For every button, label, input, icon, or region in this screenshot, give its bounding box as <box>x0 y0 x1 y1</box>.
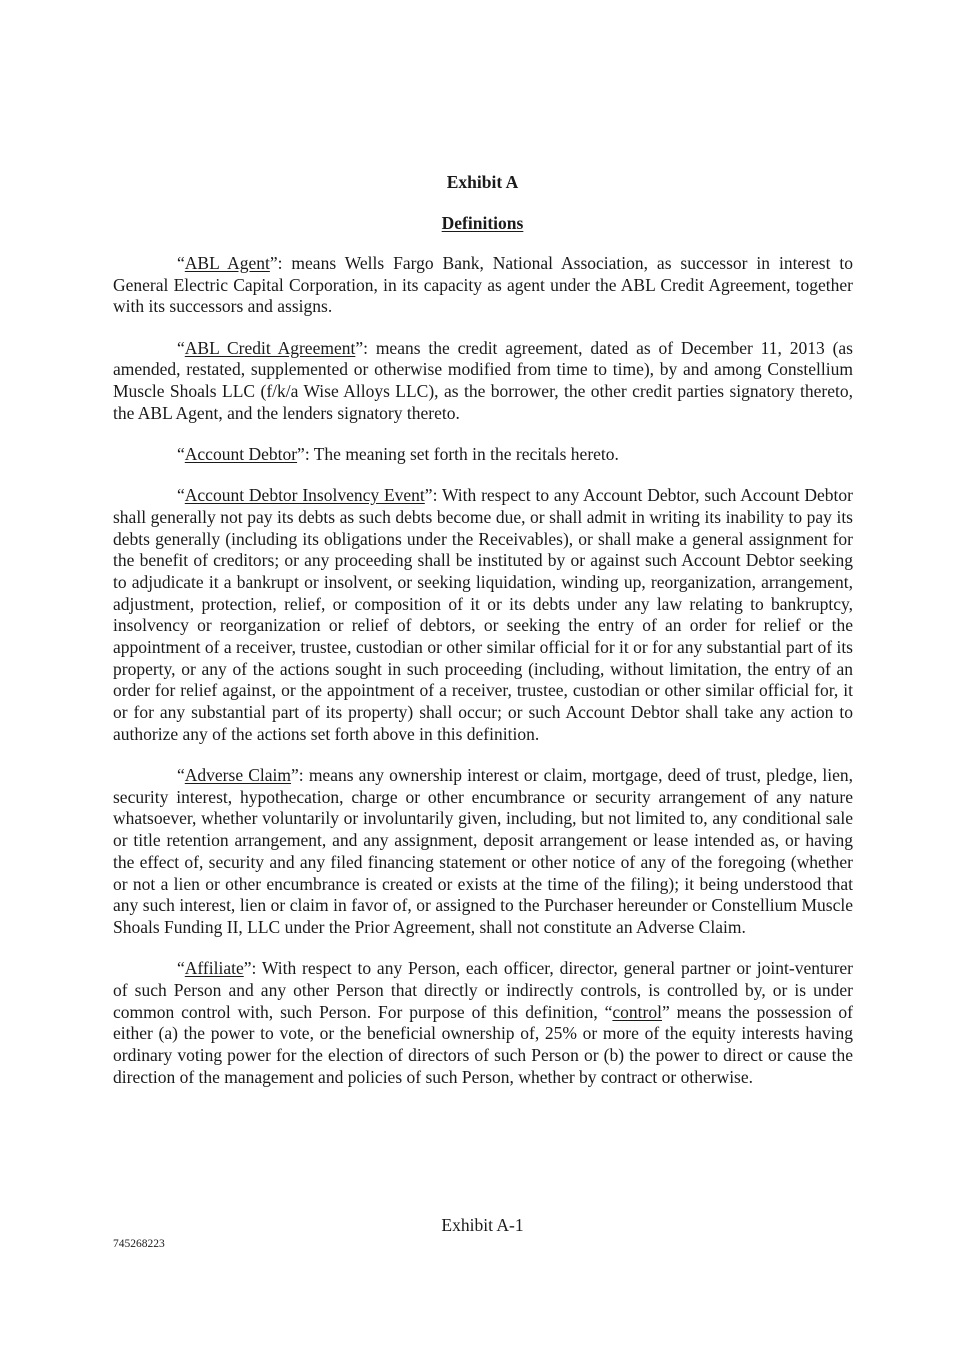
definition-text: ”: With respect to any Person, each officer, director, general partner or joint-venturer of such Person and any other Person that directly or indirectly controls, is controlled by, or is under common control with, such Person. For purpose of this definition, “ <box>113 958 853 1022</box>
definition-account-debtor-insolvency-event: “Account Debtor Insolvency Event”: With respect to any Account Debtor, such Account Debtor shall generally not pay its debts as such debts become due, or shall admit in writing its inability to pay its debts generally (including its obligations under the Receivables), or shall make a general assignment for the benefit of creditors; or any proceeding shall be instituted by or against such Account Debtor seeking to adjudicate it a bankrupt or insolvent, or seeking liquidation, winding up, reorganization, arrangement, adjustment, protection, relief, or composition of it or its debts under any law relating to bankruptcy, insolvency or reorganization or relief of debtors, or seeking the entry of an order for relief or the appointment of a receiver, trustee, custodian or other similar official for it or for any substantial part of its property, or any of the actions sought in such proceeding (including, without limitation, the entry of an order for relief against, or the appointment of a receiver, trustee, custodian or other similar official for, it or for any substantial part of its property) shall occur; or such Account Debtor shall take any action to authorize any of the actions set forth above in this definition. <box>113 485 853 744</box>
definition-text: ”: The meaning set forth in the recitals hereto. <box>297 443 619 464</box>
defined-term: Affiliate <box>184 958 244 979</box>
definition-text: ”: With respect to any Account Debtor, such Account Debtor shall generally not pay its debts as such debts become due, or shall admit in writing its inability to pay its debts generally (including its obligations under the Receivables), or shall make a general assignment for the benefit of creditors; or any proceeding shall be instituted by or against such Account Debtor seeking to adjudicate it a bankrupt or insolvent, or seeking liquidation, winding up, reorganization, arrangement, adjustment, protection, relief, or composition of it or its debts under any law relating to bankruptcy, insolvency or reorganization or relief of debtors, or seeking the entry of an order for relief or the appointment of a receiver, trustee, custodian or other similar official for it or for any substantial part of its property, or any of the actions sought in such proceeding (including, without limitation, the entry of an order for relief against, or the appointment of a receiver, trustee, custodian or other similar official for, it or for any substantial part of its property) shall occur; or such Account Debtor shall take any action to authorize any of the actions set forth above in this definition. <box>113 485 853 744</box>
page-footer-label: Exhibit A-1 <box>441 1215 524 1235</box>
definition-text: ”: means the credit agreement, dated as of December 11, 2013 (as amended, restated, supplemented or otherwise modified from time to time), by and among Constellium Muscle Shoals LLC (f/k/a Wise Alloys LLC), as the borrower, the other credit parties signatory thereto, the ABL Agent, and the lenders signatory thereto. <box>113 337 853 423</box>
definition-affiliate: “Affiliate”: With respect to any Person, each officer, director, general partner or joint-venturer of such Person and any other Person that directly or indirectly controls, is controlled by, or is under common control with, such Person. For purpose of this definition, “control” means the possession of either (a) the power to vote, or the beneficial ownership of, 25% or more of the equity interests having ordinary voting power for the election of directors of such Person or (b) the power to direct or cause the direction of the management and policies of such Person, whether by contract or otherwise. <box>113 958 853 1087</box>
defined-term: ABL Agent <box>184 253 270 273</box>
definition-text: ” means the possession of either (a) the power to vote, or the beneficial ownership of, 25% or more of the equity interests having ordinary voting power for the election of directors of such Person or (b) the power to direct or cause the direction of the management and policies of such Person, whether by contract or otherwise. <box>113 1001 853 1087</box>
defined-term: Adverse Claim <box>184 765 292 786</box>
section-title <box>0 213 965 234</box>
definition-text: ”: means Wells Fargo Bank, National Association, as successor in interest to General Electric Capital Corporation, in its capacity as agent under the ABL Credit Agreement, together with its successors and assigns. <box>113 253 854 317</box>
definition-text: ”: means any ownership interest or claim, mortgage, deed of trust, pledge, lien, security interest, hypothecation, charge or other encumbrance or security arrangement of any nature whatsoever, whether voluntarily or involuntarily given, including, but not limited to, any conditional sale or title retention arrangement, and any assignment, deposit arrangement or lease intended as, or having the effect of, security and any filed financing statement or other notice of any of the foregoing (whether or not a lien or other encumbrance is created or exists at the time of the filing); it being understood that any such interest, lien or claim in favor of, or assigned to the Purchaser hereunder or Constellium Muscle Shoals Funding II, LLC under the Prior Agreement, shall not constitute an Adverse Claim. <box>113 765 853 937</box>
definition-abl-agent: “ABL Agent”: means Wells Fargo Bank, National Association, as successor in interest to General Electric Capital Corporation, in its capacity as agent under the ABL Credit Agreement, together with its successors and assigns. <box>113 253 854 317</box>
document-number: 745268223 <box>113 1238 165 1250</box>
exhibit-title: Exhibit A <box>446 172 519 192</box>
defined-term-control: control <box>612 1001 662 1022</box>
definitions-body <box>113 253 853 1108</box>
defined-term: Account Debtor <box>184 443 298 464</box>
defined-term: Account Debtor Insolvency Event <box>184 485 425 506</box>
defined-term: ABL Credit Agreement <box>184 337 356 358</box>
section-title-text: Definitions <box>441 213 524 233</box>
definition-account-debtor: “Account Debtor”: The meaning set forth in the recitals hereto. <box>177 443 619 464</box>
definition-adverse-claim: “Adverse Claim”: means any ownership interest or claim, mortgage, deed of trust, pledge, lien, security interest, hypothecation, charge or other encumbrance or security arrangement of any nature whatsoever, whether voluntarily or involuntarily given, including, but not limited to, any conditional sale or title retention arrangement, and any assignment, deposit arrangement or lease intended as, or having the effect of, security and any filed financing statement or other notice of any of the foregoing (whether or not a lien or other encumbrance is created or exists at the time of the filing); it being understood that any such interest, lien or claim in favor of, or assigned to the Purchaser hereunder or Constellium Muscle Shoals Funding II, LLC under the Prior Agreement, shall not constitute an Adverse Claim. <box>113 765 853 937</box>
definition-abl-credit-agreement: “ABL Credit Agreement”: means the credit agreement, dated as of December 11, 2013 (as amended, restated, supplemented or otherwise modified from time to time), by and among Constellium Muscle Shoals LLC (f/k/a Wise Alloys LLC), as the borrower, the other credit parties signatory thereto, the ABL Agent, and the lenders signatory thereto. <box>113 337 853 423</box>
